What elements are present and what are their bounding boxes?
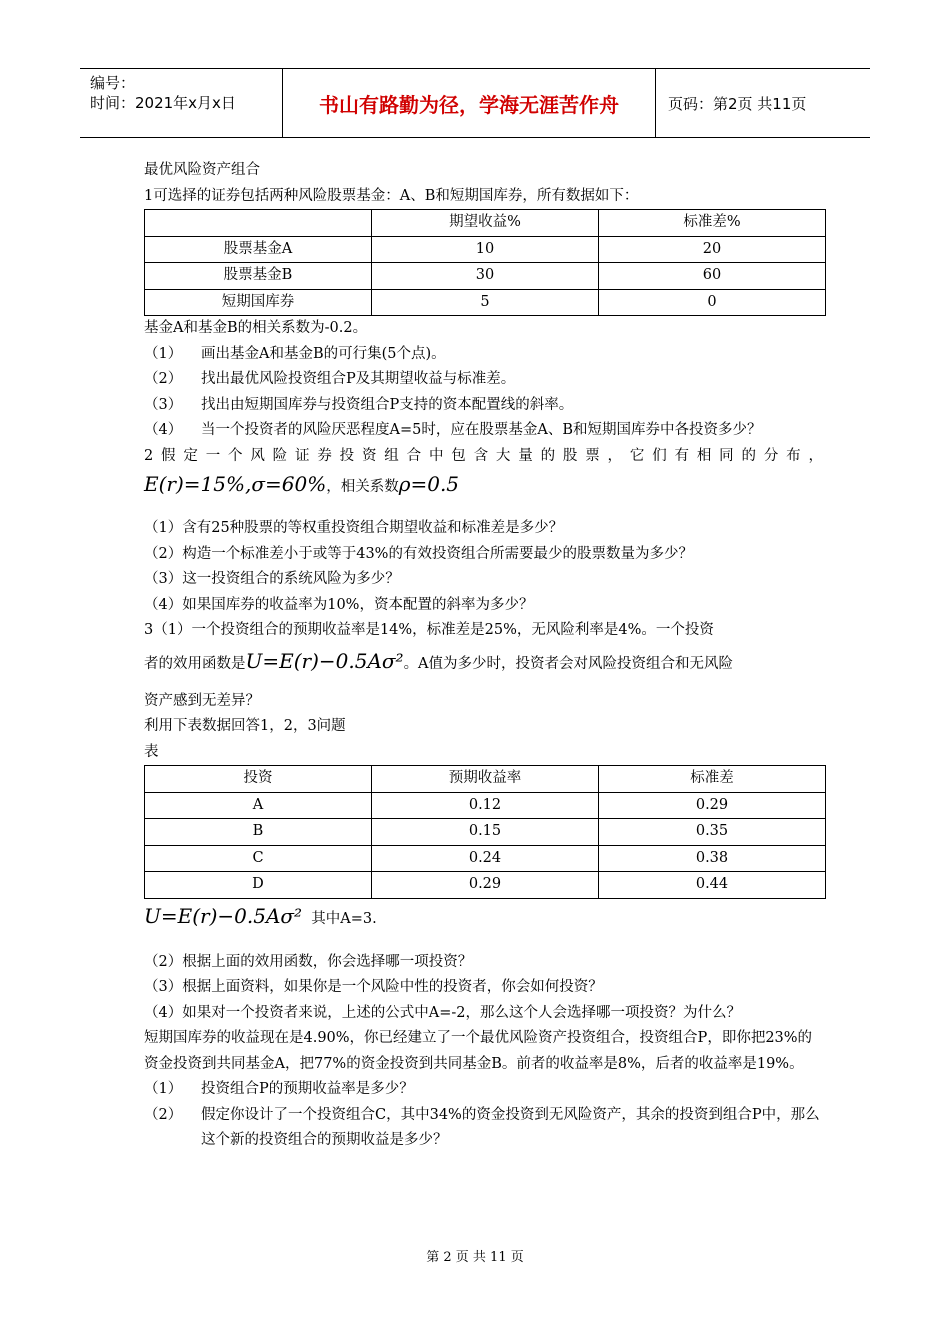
list-item: （1）含有25种股票的等权重投资组合期望收益和标准差是多少？ xyxy=(144,520,564,536)
list-item: （3）这一投资组合的系统风险为多少？ xyxy=(144,571,400,587)
q2-intro: 2假定一个风险证券投资组合中包含大量的股票，它们有相同的分布， xyxy=(144,447,826,464)
q3-formula-line xyxy=(144,899,826,936)
table-cell: 短期国库券 xyxy=(145,289,372,316)
q3-table xyxy=(144,765,826,899)
list-item: （2） 找出最优风险投资组合P及其期望收益与标准差。 xyxy=(144,371,516,387)
header-page-label: 页码：第2页 共11页 xyxy=(668,94,807,113)
list-item: （3）根据上面资料，如果你是一个风险中性的投资者，你会如何投资？ xyxy=(144,979,603,995)
table-cell: 0.29 xyxy=(372,872,599,899)
table-row xyxy=(145,819,826,846)
header-motto: 书山有路勤为径，学海无涯苦作舟 xyxy=(282,69,656,137)
q3-utility-formula-2: U=E(r)−0.5Aσ² xyxy=(144,903,303,928)
table-header-cell: 标准差% xyxy=(599,210,826,237)
table-cell: 30 xyxy=(372,263,599,290)
q3-line3: 资产感到无差异？ xyxy=(144,692,260,709)
list-item: （1） 投资组合P的预期收益率是多少？ xyxy=(144,1081,414,1097)
table-row xyxy=(145,845,826,872)
q1-correlation: 基金A和基金B的相关系数为-0.2。 xyxy=(144,320,368,336)
table-header-row xyxy=(145,766,826,793)
list-item: （3） 找出由短期国库券与投资组合P支持的资本配置线的斜率。 xyxy=(144,396,574,413)
list-item: （2）根据上面的效用函数，你会选择哪一项投资？ xyxy=(144,953,473,970)
q2-formula-line xyxy=(144,469,826,502)
table-cell: 5 xyxy=(372,289,599,316)
list-item: （2）构造一个标准差小于或等于43%的有效投资组合所需要最少的股票数量为多少？ xyxy=(144,545,693,562)
table-cell: 股票基金B xyxy=(145,263,372,290)
table-row xyxy=(145,792,826,819)
table-row xyxy=(145,236,826,263)
table-row xyxy=(145,872,826,899)
q2-formula-mean-sigma: E(r)=15%,σ=60% xyxy=(144,472,327,496)
q3-table-label: 表 xyxy=(144,743,159,760)
list-item: （1） 画出基金A和基金B的可行集(5个点)。 xyxy=(144,345,446,362)
table-cell: 60 xyxy=(599,263,826,290)
list-item: （4） 当一个投资者的风险厌恶程度A=5时，应在股票基金A、B和短期国库券中各投资多少？ xyxy=(144,422,762,438)
q3-line1: 3（1）一个投资组合的预期收益率是14%，标准差是25%，无风险利率是4%。一个投资 xyxy=(144,622,714,638)
q1-table xyxy=(144,209,826,316)
table-cell: 0.44 xyxy=(599,872,826,899)
table-cell: B xyxy=(145,819,372,846)
document-body xyxy=(144,158,826,1154)
page-header xyxy=(80,68,870,138)
section-title: 最优风险资产组合 xyxy=(144,162,260,178)
q4-paragraph: 短期国库券的收益现在是4.90%，你已经建立了一个最优风险资产投资组合，投资组合P，即你把23%的资金投资到共同基金A，把77%的资金投资到共同基金B。前者的收益率是8%，后者的收益率是19%。 xyxy=(144,1030,813,1072)
date-label: 时间：2021年x月x日 xyxy=(90,94,236,112)
table-cell: 20 xyxy=(599,236,826,263)
table-cell: A xyxy=(145,792,372,819)
q2-corr-label: ，相关系数 xyxy=(326,479,399,495)
table-cell: 0.24 xyxy=(372,845,599,872)
table-cell: 0.38 xyxy=(599,845,826,872)
page-footer: 第 2 页 共 11 页 xyxy=(426,1250,524,1265)
list-item: （4）如果国库券的收益率为10%，资本配置的斜率为多少？ xyxy=(144,596,534,613)
q2-formula-rho: ρ=0.5 xyxy=(398,472,460,496)
table-cell: 0.29 xyxy=(599,792,826,819)
table-cell: 0.35 xyxy=(599,819,826,846)
table-cell: 0.12 xyxy=(372,792,599,819)
table-cell: 10 xyxy=(372,236,599,263)
serial-label: 编号： xyxy=(90,74,136,92)
q3-where: 其中A=3. xyxy=(311,910,377,927)
q3-utility-formula: U=E(r)−0.5Aσ² xyxy=(245,648,404,673)
table-header-cell: 标准差 xyxy=(599,766,826,793)
table-cell: D xyxy=(145,872,372,899)
q3-line2 xyxy=(144,644,826,681)
table-header-cell: 预期收益率 xyxy=(372,766,599,793)
list-item: （2） 假定你设计了一个投资组合C，其中34%的资金投资到无风险资产，其余的投资到组合P中，那么这个新的投资组合的预期收益是多少？ xyxy=(144,1106,820,1148)
q3-line2-pre: 者的效用函数是 xyxy=(144,655,246,672)
table-row xyxy=(145,263,826,290)
table-header-cell: 投资 xyxy=(145,766,372,793)
table-cell: 0 xyxy=(599,289,826,316)
header-left xyxy=(80,69,282,137)
table-cell: 0.15 xyxy=(372,819,599,846)
table-cell: 股票基金A xyxy=(145,236,372,263)
table-row xyxy=(145,289,826,316)
q3-line2-post: 。A值为多少时，投资者会对风险投资组合和无风险 xyxy=(403,655,734,672)
table-header-cell: 期望收益% xyxy=(372,210,599,237)
q3-use-table: 利用下表数据回答1，2，3问题 xyxy=(144,718,346,734)
q1-intro: 1可选择的证券包括两种风险股票基金：A、B和短期国库券，所有数据如下： xyxy=(144,187,639,204)
list-item: （4）如果对一个投资者来说，上述的公式中A=-2，那么这个人会选择哪一项投资？为什么？ xyxy=(144,1004,741,1021)
table-header-row xyxy=(145,210,826,237)
table-cell: C xyxy=(145,845,372,872)
table-header-cell xyxy=(145,210,372,237)
